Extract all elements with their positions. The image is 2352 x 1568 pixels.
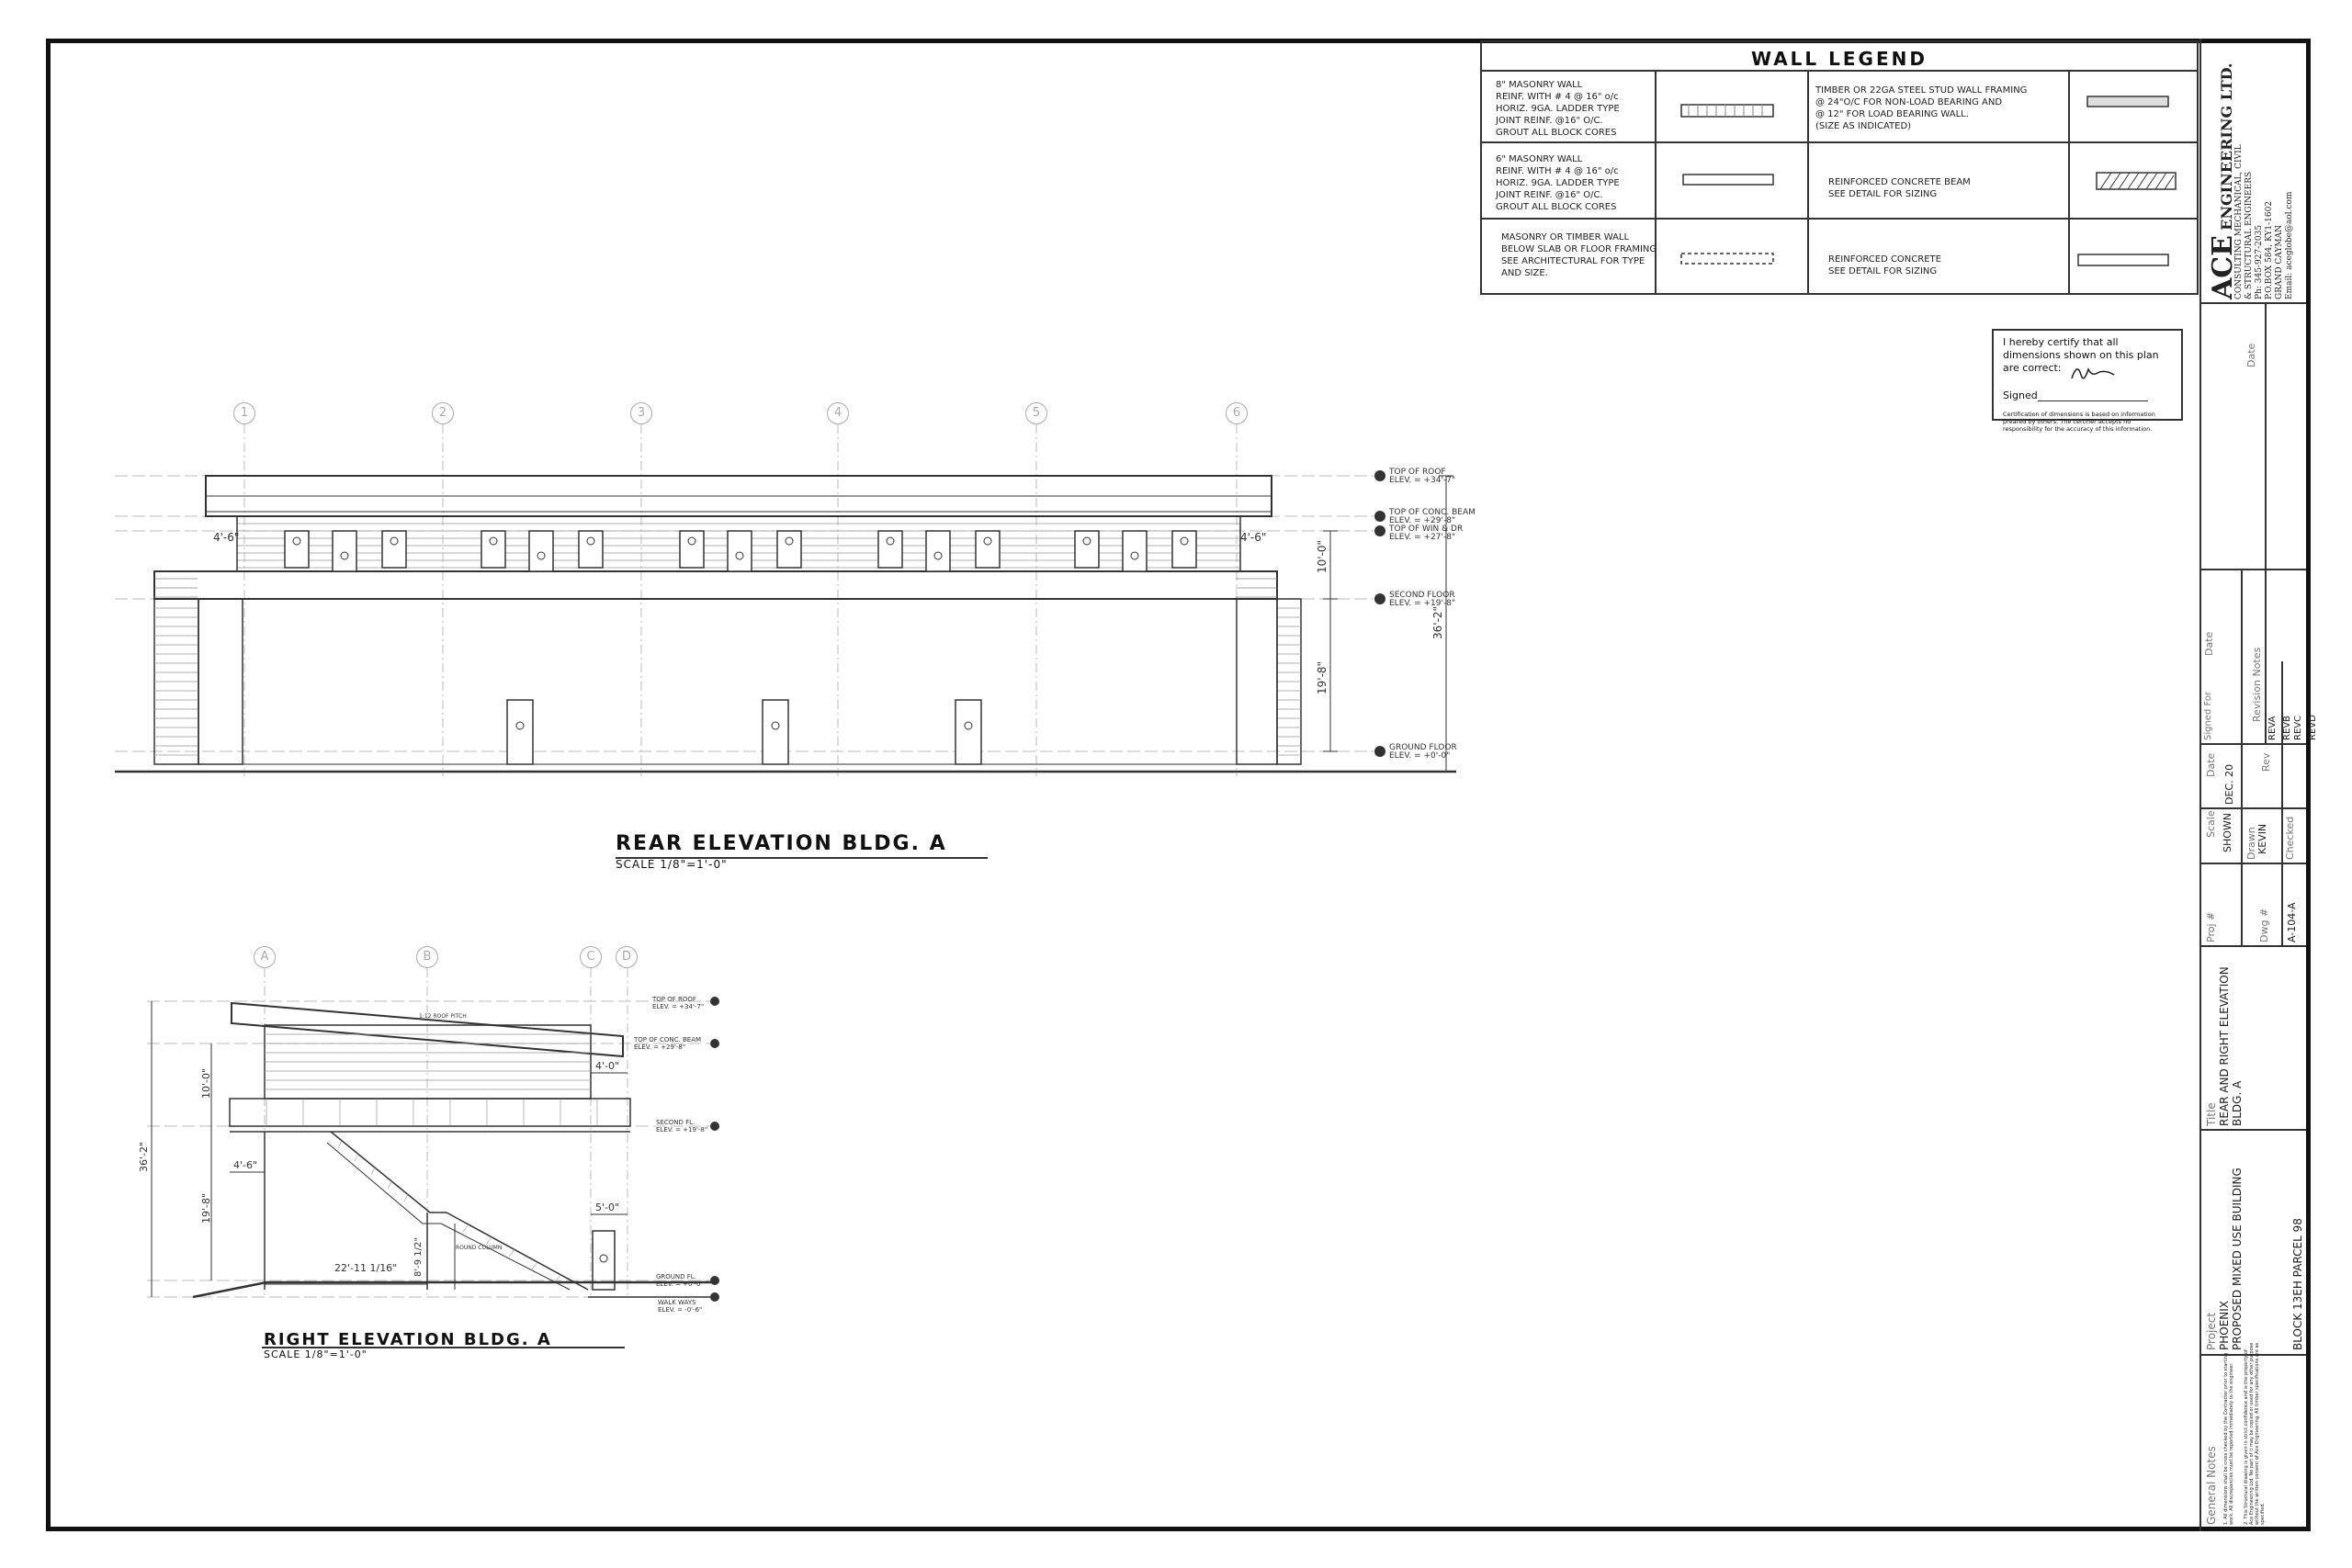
right-grid-bubble-a: A [254, 946, 276, 968]
dwg-value: A-104-A [2286, 902, 2298, 942]
legend-timber-stud-text: TIMBER OR 22GA STEEL STUD WALL FRAMING @ 24"O/C FOR NON-LOAD BEARING AND @ 12" FOR LOAD BEARING WALL. (SIZE AS INDICATED) [1815, 85, 2028, 131]
legend-8in-masonry-text: 8" MASONRY WALL REINF. WITH # 4 @ 16" o/c HORIZ. 9GA. LADDER TYPE JOINT REINF. @16" O/C. GROUT ALL BLOCK CORES [1496, 80, 1620, 138]
legend-swatch-masonry-below [1681, 254, 1773, 264]
right-door-tag [600, 1255, 607, 1262]
rear-grid-bubble-1: 1 [233, 402, 255, 424]
rear-grid-bubble-3: 3 [630, 402, 652, 424]
right-grid-bubble-b: B [416, 946, 438, 968]
drawing-title: REAR AND RIGHT ELEVATION BLDG. A [2218, 966, 2244, 1126]
company-details: CONSULTING MECHANICAL, CIVIL & STRUCTURAL ENGINEERS Ph: 345-927-2035 P.O.BOX 584, KY1-1602 GRAND CAYMAN Email: aceglobe@aol.com [2234, 144, 2294, 299]
right-elevation-scale: SCALE 1/8"=1'-0" [264, 1348, 368, 1360]
legend-reinforced-concrete-text: REINFORCED CONCRETE SEE DETAIL FOR SIZING [1828, 254, 1941, 276]
drawn-value: KEVIN [2256, 823, 2268, 854]
rear-dim-lower-height: 19'-8" [1316, 660, 1329, 694]
rear-elevation-title: REAR ELEVATION BLDG. A [616, 832, 947, 855]
date-value: DEC. 20 [2223, 763, 2235, 805]
rear-elevation-windows [285, 531, 1196, 764]
rear-grid-bubble-2: 2 [432, 402, 454, 424]
right-column-note: ROUND COLUMN [456, 1245, 503, 1251]
legend-masonry-below-text: MASONRY OR TIMBER WALL BELOW SLAB OR FLOOR FRAMING SEE ARCHITECTURAL FOR TYPE AND SIZE. [1501, 232, 1657, 278]
rear-dim-upper-height: 10'-0" [1316, 539, 1329, 573]
scale-label: Scale [2205, 810, 2217, 838]
date-header: Date [2245, 343, 2257, 367]
rev-a: REVA [2267, 716, 2278, 740]
right-level-markers [710, 997, 719, 1302]
right-dim-ground-span: 22'-11 1/16" [334, 1262, 398, 1274]
rear-dim-right-overhang: 4'-6" [1240, 531, 1267, 544]
revision-date-label: Date [2203, 631, 2215, 656]
right-dim-left-overhang: 4'-6" [233, 1159, 258, 1171]
title-label: Title [2205, 1102, 2218, 1126]
certification-text: I hereby certify that all dimensions shown on this plan are correct: [2003, 336, 2159, 374]
right-dim-column-offset: 8'-9 1/2" [413, 1237, 424, 1277]
project-name: PHOENIX PROPOSED MIXED USE BUILDING [2218, 1168, 2244, 1350]
company-name: ACE ENGINEERING LTD. [2207, 62, 2239, 299]
general-note-1: 1. All dimensions shall be cross checked by the Contractor prior to starting work. All discrepancies must be reported immediately to the engineer. [2223, 1352, 2234, 1525]
legend-swatch-6in-masonry [1683, 175, 1773, 185]
right-level-top-of-roof: TOP OF ROOF ELEV. = +34'-7" [652, 996, 705, 1010]
rear-dim-left-overhang: 4'-6" [213, 531, 240, 544]
right-dim-door-bay: 5'-0" [595, 1201, 620, 1213]
legend-swatch-reinforced-concrete [2078, 254, 2168, 265]
legend-swatch-8in-masonry [1681, 105, 1773, 117]
legend-concrete-beam-text: REINFORCED CONCRETE BEAM SEE DETAIL FOR SIZING [1828, 177, 1971, 199]
legend-6in-masonry-text: 6" MASONRY WALL REINF. WITH # 4 @ 16" o/c HORIZ. 9GA. LADDER TYPE JOINT REINF. @16" O/C. GROUT ALL BLOCK CORES [1496, 154, 1620, 212]
signed-label: Signed [2003, 389, 2038, 401]
project-parcel: BLOCK 13EH PARCEL 98 [2291, 1218, 2304, 1350]
certification-box [1992, 329, 2183, 433]
rear-level-second-floor: SECOND FLOOR ELEV. = +19'-8" [1389, 591, 1456, 608]
right-roof-pitch-note: 1:12 ROOF PITCH [419, 1013, 467, 1020]
right-dim-overall-height: 36'-2" [138, 1141, 150, 1172]
legend-swatch-timber-stud [2087, 96, 2168, 107]
rear-elevation-scale: SCALE 1/8"=1'-0" [616, 858, 728, 871]
general-notes-label: General Notes [2205, 1446, 2218, 1525]
rear-grid-bubble-5: 5 [1025, 402, 1047, 424]
right-level-walk-ways: WALK WAYS ELEV. = -0'-6" [658, 1299, 703, 1314]
right-elevation-title: RIGHT ELEVATION BLDG. A [264, 1330, 552, 1349]
rear-level-markers [1374, 470, 1385, 757]
scale-value: SHOWN [2222, 812, 2233, 852]
right-dim-lower-height: 19'-8" [200, 1192, 212, 1224]
rev-b: REVB [2282, 716, 2292, 740]
signed-for-label: Signed For [2203, 691, 2213, 740]
date-label: Date [2205, 752, 2217, 777]
signature-line [2038, 400, 2148, 401]
rear-level-top-of-beam: TOP OF CONC. BEAM ELEV. = +29'-8" [1389, 508, 1476, 525]
right-grid-bubble-c: C [580, 946, 602, 968]
rear-level-top-of-roof: TOP OF ROOF ELEV. = +34'-7" [1389, 468, 1456, 485]
rear-level-top-of-win: TOP OF WIN & DR ELEV. = +27'-8" [1389, 525, 1464, 542]
dwg-label: Dwg # [2258, 908, 2270, 942]
project-label: Project [2205, 1312, 2218, 1350]
rear-dim-overall-height: 36'-2" [1431, 605, 1444, 639]
rev-label: Rev [2260, 752, 2272, 772]
proj-label: Proj # [2205, 911, 2217, 942]
legend-swatch-concrete-beam [2097, 173, 2176, 189]
right-dim-upper-height: 10'-0" [200, 1067, 212, 1099]
right-dim-right-overhang: 4'-0" [595, 1060, 620, 1072]
rear-level-ground-floor: GROUND FLOOR ELEV. = +0'-0" [1389, 743, 1457, 761]
right-level-top-of-beam: TOP OF CONC. BEAM ELEV. = +29'-8" [634, 1036, 702, 1051]
drawn-label: Drawn [2245, 827, 2257, 860]
wall-legend-title: WALL LEGEND [1751, 48, 1928, 70]
rev-d: REVD [2308, 715, 2318, 740]
right-level-ground-fl: GROUND FL. ELEV. = +0'-0" [656, 1273, 704, 1288]
checked-label: Checked [2284, 816, 2296, 860]
rear-grid-bubble-4: 4 [827, 402, 849, 424]
general-note-2: 2. This Structural drawing is given in strict confidence and is the property of Ace Engineering Ltd. No part of it may be copied or used for any other purpose without the written consent of Ace Engineering. All timber specifications are as specified. [2244, 1342, 2266, 1525]
right-grid-bubble-d: D [616, 946, 638, 968]
certification-fine-print: Certification of dimensions is based on information preared by others. The certifier accepts no responsibility for the accuracy of this information. [2003, 411, 2155, 433]
revision-notes-label: Revision Notes [2251, 647, 2263, 722]
rear-grid-bubble-6: 6 [1226, 402, 1248, 424]
right-dimension-lines [152, 1001, 628, 1297]
right-level-second-fl: SECOND FL. ELEV. = +19'-8" [656, 1119, 708, 1134]
rev-c: REVC [2293, 715, 2303, 740]
